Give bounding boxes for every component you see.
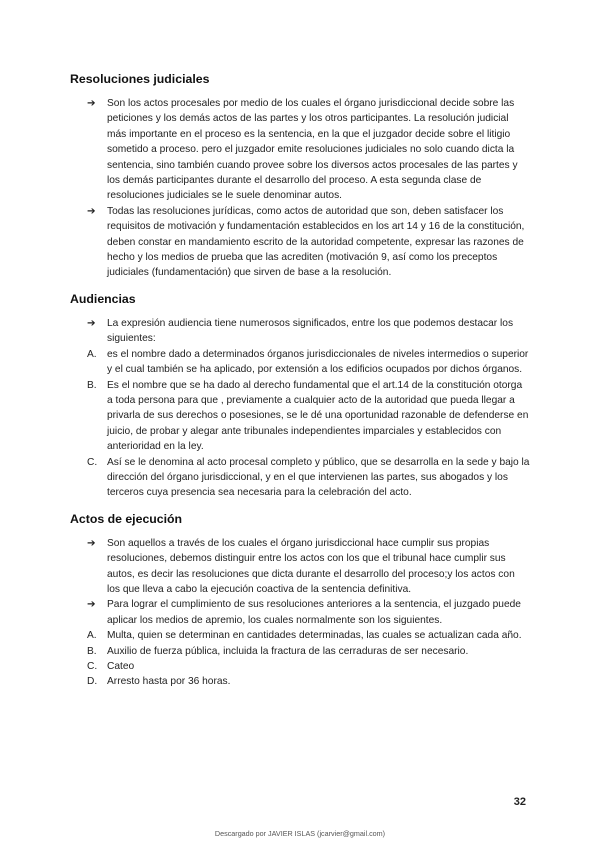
arrow-icon: ➔ <box>87 98 96 109</box>
list-item <box>70 204 530 281</box>
item-text: Auxilio de fuerza pública, incluida la fractura de las cerraduras de ser necesario. <box>107 645 469 657</box>
item-text: Para lograr el cumplimiento de sus resoluciones anteriores a la sentencia, el juzgado puede aplicar los medios de apremio, los cuales normalmente son los siguientes. <box>107 599 521 626</box>
list-letter: A. <box>87 630 97 642</box>
list-item <box>70 347 530 378</box>
arrow-icon: ➔ <box>87 537 96 549</box>
arrow-icon: ➔ <box>87 317 96 329</box>
page-number: 32 <box>513 796 526 808</box>
section-audiencias <box>70 292 530 501</box>
list-item <box>70 644 530 659</box>
list-item <box>70 659 530 674</box>
download-footer: Descargado por JAVIER ISLAS (jcarvier@gmail.com) <box>214 829 386 838</box>
item-text: Es el nombre que se ha dado al derecho fundamental que el art.14 de la constitución otorga a toda persona para que , previamente a cualquier acto de la autoridad que pueda llegar a privarla de sus derechos o posesiones, se le dé una oportunidad razonable de defenderse en juicio, de probar y alegar ante tribunales independientes imparciales y establecidos con anterioridad en la ley. <box>107 379 529 453</box>
bullet-list <box>70 316 530 501</box>
list-item <box>70 316 530 347</box>
list-letter: D. <box>87 676 98 688</box>
section-heading: Actos de ejecución <box>70 511 183 526</box>
list-letter: A. <box>87 348 97 360</box>
list-letter: C. <box>87 456 98 468</box>
item-text: Todas las resoluciones jurídicas, como actos de autoridad que son, deben satisfacer los requisitos de motivación y fundamentación establecidos en los art 14 y 16 de la constitución, deben constar en mandamiento escrito de la autoridad competente, expresar las razones de hecho y los medios de prueba que las acrediten (motivación 9, así como los preceptos judiciales (fundamentación) que sirven de base a la resolución. <box>107 205 525 279</box>
section-actos-ejecucion <box>70 512 530 690</box>
document-body <box>70 62 530 701</box>
item-text: La expresión audiencia tiene numerosos significados, entre los que podemos destacar los siguientes: <box>107 317 514 345</box>
list-letter: B. <box>87 379 97 391</box>
item-text: Cateo <box>107 661 135 672</box>
bullet-list <box>70 96 530 281</box>
list-item <box>70 96 530 204</box>
list-item <box>70 628 530 643</box>
list-item <box>70 536 530 598</box>
section-heading: Audiencias <box>70 291 136 306</box>
item-text: Son aquellos a través de los cuales el órgano jurisdiccional hace cumplir sus propias resoluciones, debemos distinguir entre los actos con los que el tribunal hace cumplir sus autos, es decir las resoluciones que dicta durante el desarrollo del proceso;y los actos con los que lleva a cabo la ejecución coactiva de la sentencia definitiva. <box>107 537 515 595</box>
arrow-icon: ➔ <box>87 599 96 611</box>
arrow-icon: ➔ <box>87 205 96 217</box>
item-text: Son los actos procesales por medio de los cuales el órgano jurisdiccional decide sobre las peticiones y los demás actos de las partes y los otros participantes. La resolución judicial más importante en el proceso es la sentencia, en la que el juzgador decide sobre el litigio sometido a proceso. pero el juzgador emite resoluciones judiciales no solo cuando dicta la sentencia, sino también cuando provee sobre los diversos actos procesales de las partes y los demás participantes durante el desarrollo del proceso. A esta segunda clase de resoluciones judiciales se le suele denominar autos. <box>107 98 518 202</box>
item-text: Así se le denomina al acto procesal completo y público, que se desarrolla en la sede y bajo la dirección del órgano jurisdiccional, y en el que intervienen las partes, sus abogados y los terceros cuya presencia sea necesaria para la celebración del acto. <box>107 456 530 499</box>
item-text: Multa, quien se determinan en cantidades determinadas, las cuales se actualizan cada año. <box>107 630 522 642</box>
item-text: es el nombre dado a determinados órganos jurisdiccionales de niveles intermedios o superior y el cual también se ha aplicado, por extensión a los edificios ocupados por dichos órganos. <box>107 348 529 376</box>
list-item <box>70 597 530 628</box>
list-letter: B. <box>87 645 97 657</box>
list-letter: C. <box>87 661 98 672</box>
bullet-list <box>70 536 530 690</box>
list-item <box>70 674 530 689</box>
list-item <box>70 455 530 501</box>
section-resoluciones <box>70 72 530 281</box>
item-text: Arresto hasta por 36 horas. <box>107 676 231 688</box>
section-heading: Resoluciones judiciales <box>70 72 210 86</box>
list-item <box>70 378 530 455</box>
